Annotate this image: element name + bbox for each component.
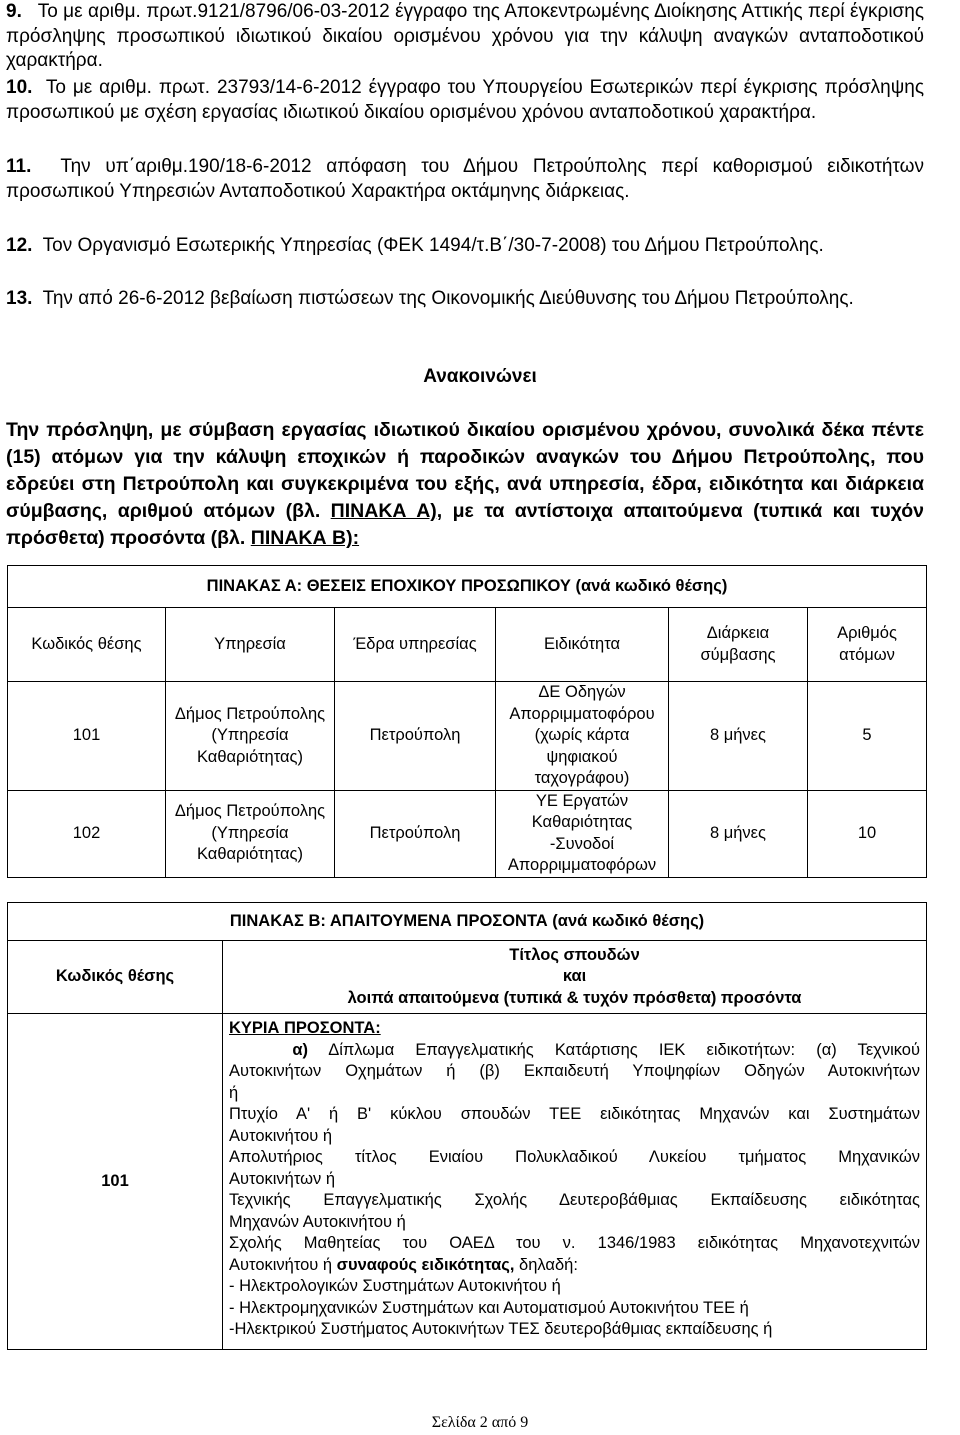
item-number: 10. (6, 77, 33, 98)
cell-specialty: ΔΕ Οδηγών Απορριμματοφόρου (χωρίς κάρτα ψηφιακού ταχογράφου) (496, 682, 669, 791)
cell-location: Πετρούπολη (335, 682, 496, 791)
qual-line (229, 1255, 920, 1277)
alpha-label: α) (292, 1040, 309, 1059)
header-cell: Κωδικός θέσης (8, 608, 166, 682)
table-row (8, 682, 927, 791)
header-cell: Ειδικότητα (496, 608, 669, 682)
cell-count: 5 (808, 682, 927, 791)
reference-item-13 (6, 287, 924, 312)
cell-count: 10 (808, 790, 927, 877)
qual-line: Αυτοκινήτων ή (229, 1169, 336, 1188)
header-cell (223, 941, 927, 1014)
item-number: 9. (6, 1, 22, 22)
announcement-mid: , με τα αντίστοιχα απαιτούμενα (τυπικά και τυχόν πρόσθετα) προσόντα (βλ. (6, 500, 924, 549)
announcement-paragraph (6, 417, 924, 552)
qual-line: Πτυχίο Α' ή Β' κύκλου σπουδών ΤΕΕ ειδικότητας Μηχανών και Συστημάτων (229, 1105, 921, 1123)
header-cell: Κωδικός θέσης (8, 941, 223, 1014)
qualifications-heading: ΚΥΡΙΑ ΠΡΟΣΟΝΤΑ: (229, 1019, 381, 1037)
header-cell: Διάρκεια σύμβασης (669, 608, 808, 682)
header-cell: Έδρα υπηρεσίας (335, 608, 496, 682)
qual-line: -Ηλεκτρικού Συστήματος Αυτοκινήτων ΤΕΣ δευτεροβάθμιας εκπαίδευσης ή (229, 1320, 773, 1338)
cell-location: Πετρούπολη (335, 790, 496, 877)
qual-text: δηλαδή: (514, 1255, 578, 1274)
item-text: Το με αριθμ. πρωτ. 23793/14-6-2012 έγγραφο του Υπουργείου Εσωτερικών περί έγκρισης πρόσληψης προσωπικού με σχέση εργασίας ιδιωτικού δικαίου ορισμένου χρόνου ανταποδοτικού χαρακτήρα. (6, 77, 925, 123)
item-text: Την από 26-6-2012 βεβαίωση πιστώσεων της Οικονομικής Διεύθυνσης του Δήμου Πετρούπολης. (42, 288, 854, 309)
header-cell: Αριθμός ατόμων (808, 608, 927, 682)
cell-code: 101 (8, 682, 166, 791)
qual-line: Αυτοκινήτων Οχημάτων ή (β) Εκπαιδευτή Υποψηφίων Οδηγών Αυτοκινήτων (229, 1062, 921, 1080)
related-specialty: συναφούς ειδικότητας, (336, 1255, 515, 1274)
table-b-title: ΠΙΝΑΚΑΣ Β: ΑΠΑΙΤΟΥΜΕΝΑ ΠΡΟΣΟΝΤΑ (ανά κωδικό θέσης) (8, 903, 927, 941)
reference-item-11 (6, 155, 924, 204)
table-header-row (8, 941, 927, 1014)
cell-service: Δήμος Πετρούπολης (Υπηρεσία Καθαριότητας) (166, 790, 335, 877)
qual-line: Αυτοκινήτου ή (229, 1126, 333, 1145)
item-number: 13. (6, 288, 33, 309)
qual-text: Αυτοκινήτου ή (229, 1255, 337, 1274)
header-line: Τίτλος σπουδών (509, 945, 640, 964)
item-text: Το με αριθμ. πρωτ.9121/8796/06-03-2012 έγγραφο της Αποκεντρωμένης Διοίκησης Αττικής περί έγκρισης πρόσληψης προσωπικού ιδιωτικού δικαίου ορισμένου χρόνου για την κάλυψη αναγκών ανταποδοτικού χαρακτήρα. (6, 1, 924, 71)
table-row (8, 790, 927, 877)
reference-item-12 (6, 234, 924, 259)
cell-service: Δήμος Πετρούπολης (Υπηρεσία Καθαριότητας) (166, 682, 335, 791)
qual-line: Τεχνικής Επαγγελματικής Σχολής Δευτεροβάθμιας Εκπαίδευσης ειδικότητας (229, 1191, 921, 1209)
table-row (8, 1014, 927, 1350)
page-number-footer: Σελίδα 2 από 9 (431, 1414, 529, 1431)
header-cell: Υπηρεσία (166, 608, 335, 682)
ref-table-b: ΠΙΝΑΚΑ Β): (250, 527, 360, 549)
cell-code: 102 (8, 790, 166, 877)
reference-item-9 (6, 0, 924, 74)
table-header-row (8, 608, 927, 682)
qual-text: Δίπλωμα Επαγγελματικής Κατάρτισης ΙΕΚ ειδικοτήτων: (α) Τεχνικού (328, 1040, 921, 1059)
cell-duration: 8 μήνες (669, 790, 808, 877)
item-text: Τον Οργανισμό Εσωτερικής Υπηρεσίας (ΦΕΚ 1494/τ.Β΄/30-7-2008) του Δήμου Πετρούπολης. (42, 235, 824, 256)
cell-code: 101 (8, 1014, 223, 1350)
qual-line: ή (229, 1083, 239, 1102)
table-a-title: ΠΙΝΑΚΑΣ Α: ΘΕΣΕΙΣ ΕΠΟΧΙΚΟΥ ΠΡΟΣΩΠΙΚΟΥ (ανά κωδικό θέσης) (8, 566, 927, 608)
item-number: 12. (6, 235, 33, 256)
cell-specialty: ΥΕ Εργατών Καθαριότητας -Συνοδοί Απορριμματοφόρων (496, 790, 669, 877)
header-line: και (562, 967, 587, 986)
qual-line: Απολυτήριος τίτλος Ενιαίου Πολυκλαδικού Λυκείου τμήματος Μηχανικών (229, 1148, 921, 1166)
qual-line: - Ηλεκτρομηχανικών Συστημάτων και Αυτοματισμού Αυτοκινήτου ΤΕΕ ή (229, 1298, 749, 1317)
qual-line: Σχολής Μαθητείας του ΟΑΕΔ του ν. 1346/1983 ειδικότητας Μηχανοτεχνιτών (229, 1234, 921, 1252)
positions-table (7, 565, 927, 878)
item-text: Την υπ΄αριθμ.190/18-6-2012 απόφαση του Δήμου Πετρούπολης περί καθορισμού ειδικοτήτων προσωπικού Υπηρεσιών Ανταποδοτικού Χαρακτήρα οκτάμηνης διάρκειας. (6, 156, 924, 202)
header-line: λοιπά απαιτούμενα (τυπικά & τυχόν πρόσθετα) προσόντα (347, 988, 802, 1007)
cell-duration: 8 μήνες (669, 682, 808, 791)
qual-line: Μηχανών Αυτοκινήτου ή (229, 1212, 406, 1231)
ref-table-a: ΠΙΝΑΚΑ Α) (330, 500, 437, 522)
qual-line: - Ηλεκτρολογικών Συστημάτων Αυτοκινήτου ή (229, 1277, 561, 1295)
cell-qualifications (223, 1014, 927, 1350)
reference-item-10 (6, 76, 924, 125)
qual-line (229, 1040, 920, 1062)
item-number: 11. (6, 156, 32, 177)
announce-heading: Ανακοινώνει (423, 366, 537, 387)
announcement-main: Την πρόσληψη, με σύμβαση εργασίας ιδιωτικού δικαίου ορισμένου χρόνου, συνολικά δέκα πέντε (15) ατόμων για την κάλυψη εποχικών ή παροδικών αναγκών του Δήμου Πετρούπολης, που εδρεύει στη Πετρούπολη και συγκεκριμένα του εξής, ανά υπηρεσία, έδρα, ειδικότητα και διάρκεια σύμβασης, αριθμού ατόμων (βλ. (6, 419, 924, 522)
qualifications-table (7, 902, 927, 1350)
